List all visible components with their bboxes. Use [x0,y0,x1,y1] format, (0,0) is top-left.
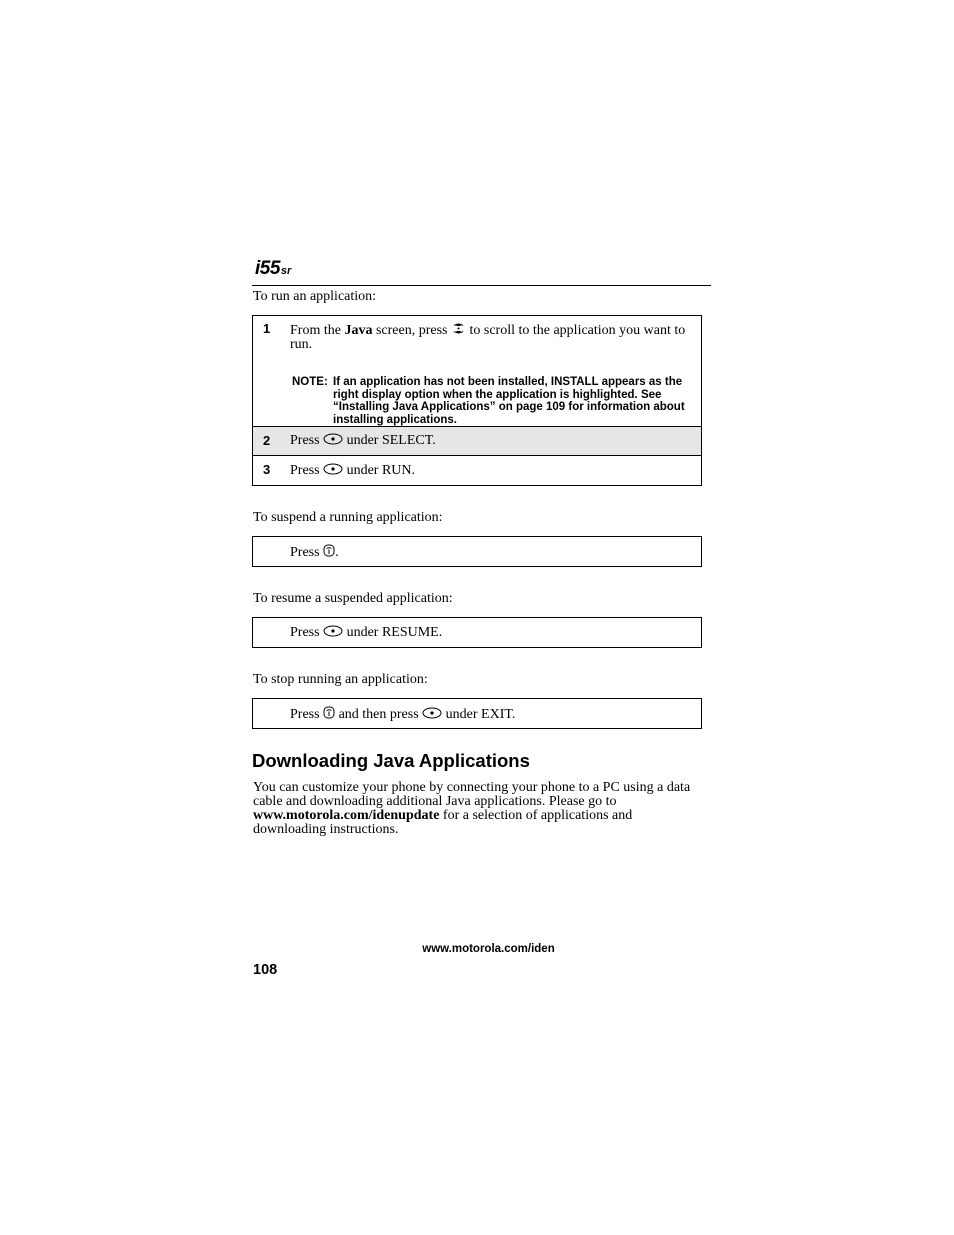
header-divider [252,285,711,286]
run-intro: To run an application: [253,289,377,304]
step-text: From the Java screen, press to scroll to the application you want to run. [290,323,686,352]
option-key-icon [323,433,343,445]
download-paragraph: You can customize your phone by connecting your phone to a PC using a data cable and downloading additional Java applications. Please go to www.motorola.com/idenupdate for a selection of applications and downloading instructions. [253,780,691,837]
suspend-text: Press . [290,545,339,560]
suspend-intro: To suspend a running application: [253,510,443,525]
footer-url: www.motorola.com/iden [422,943,555,955]
option-key-icon [323,625,343,637]
step-row-1 [253,316,701,426]
i55sr-logo [255,258,291,280]
resume-text: Press under RESUME. [290,625,443,640]
step-row-3 [253,455,701,485]
note-block [292,376,691,426]
suspend-box [252,536,702,567]
logo-suffix: sr [280,265,292,277]
step-number: 3 [263,462,271,477]
note-text: If an application has not been installed, INSTALL appears as the right display option when the application is highlighted. See “Installing Java Applications” on page 109 for information about installing applications. [333,376,685,426]
step-number: 1 [263,321,271,336]
run-steps-table [252,315,702,486]
step-number: 2 [263,433,271,448]
note-label: NOTE: [292,376,328,388]
option-key-icon [422,707,442,719]
stop-text: Press and then press under EXIT. [290,707,516,722]
logo-main: i55 [255,258,280,279]
stop-box [252,698,702,729]
update-url: www.motorola.com/idenupdate [253,808,440,823]
section-heading: Downloading Java Applications [252,750,530,771]
step-row-2 [253,426,701,455]
option-key-icon [323,463,343,475]
resume-intro: To resume a suspended application: [253,591,453,606]
end-key-icon [323,544,335,557]
step-text: Press under SELECT. [290,433,436,448]
page-number: 108 [253,962,278,978]
scroll-key-icon [451,322,466,335]
step-text: Press under RUN. [290,463,415,478]
stop-intro: To stop running an application: [253,672,428,687]
resume-box [252,617,702,648]
end-key-icon [323,706,335,719]
